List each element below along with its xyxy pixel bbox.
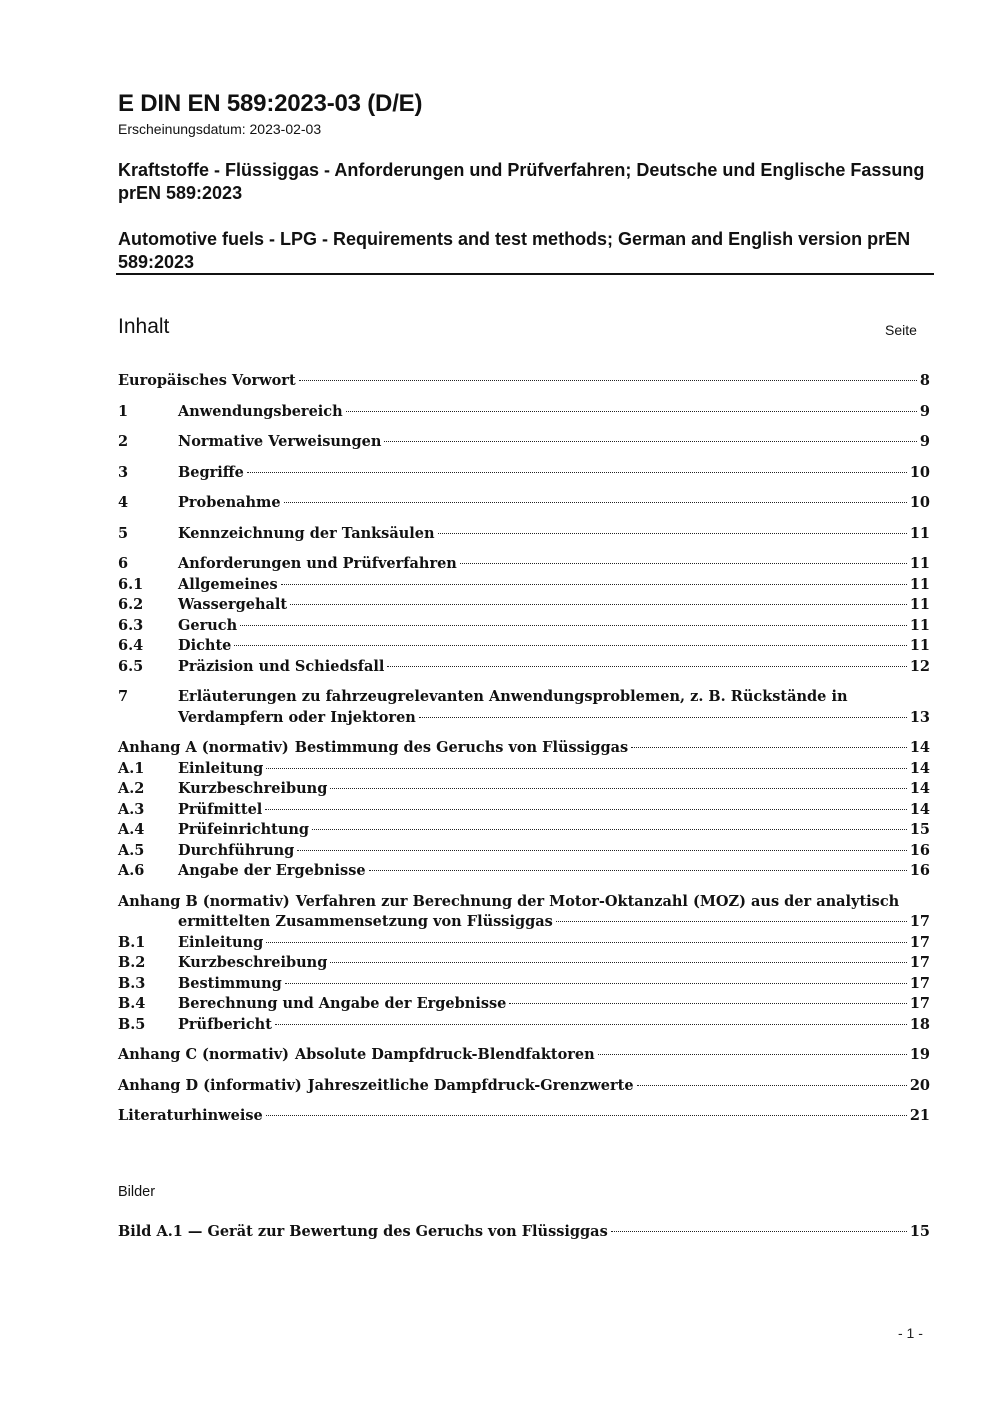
toc-annex-entry[interactable] [118,892,930,913]
toc-entry-page: 16 [909,862,930,879]
toc-leader-dots [265,809,907,810]
toc-entry-title: Einleitung [178,933,264,951]
toc-entry-page: 10 [909,463,930,481]
toc-annex-label: Anhang C (normativ) [118,1046,289,1063]
toc-entry-title: Absolute Dampfdruck-Blendfaktoren [295,1046,595,1063]
toc-entry-number: 7 [118,688,129,705]
toc-entry-page: 14 [909,780,930,797]
toc-leader-dots [275,1024,907,1025]
toc-entry-number: 6.5 [118,657,144,675]
toc-entry-title: Allgemeines [178,575,278,593]
toc-entry[interactable] [118,933,930,954]
toc-entry-title: Einleitung [178,759,264,777]
toc-entry[interactable] [118,595,930,616]
toc-entry-page: 11 [909,596,930,613]
toc-entry-page: 20 [909,1076,930,1094]
toc-entry[interactable] [118,820,930,841]
toc-entry-page: 19 [909,1046,930,1063]
toc-entry-page: 17 [909,995,930,1012]
toc-entry[interactable] [118,779,930,800]
toc-entry-title: Prüfmittel [178,800,263,818]
toc-leader-dots [438,533,907,534]
toc-entry-number: A.3 [118,800,145,818]
toc-entry-title: Geruch [178,616,238,634]
toc-leader-dots [281,584,907,585]
toc-entry-number: 6.4 [118,637,144,654]
toc-entry[interactable] [118,402,930,423]
header-divider [116,273,934,275]
toc-annex-entry[interactable] [118,1076,930,1097]
toc-leader-dots [299,380,917,381]
toc-leader-dots [312,829,907,830]
toc-entry-number: B.3 [118,974,146,992]
toc-entry-number: 6 [118,555,129,572]
toc-leader-dots [266,1115,907,1116]
toc-entry[interactable] [118,1106,930,1127]
toc-leader-dots [234,645,906,646]
toc-entry-number: 1 [118,402,129,420]
toc-entry[interactable] [118,657,930,678]
toc-entry-number: A.5 [118,841,145,859]
title-english: Automotive fuels - LPG - Requirements and test methods; German and English version prEN 589:2023 [118,229,911,272]
toc-leader-dots [631,747,907,748]
figure-entry-title: Bild A.1 — Gerät zur Bewertung des Geruchs von Flüssiggas [118,1223,608,1240]
table-of-contents [118,371,930,1127]
toc-entry[interactable] [118,493,930,514]
toc-leader-dots [297,850,907,851]
document-id: E DIN EN 589:2023-03 (D/E) [118,90,423,117]
toc-entry-number: A.1 [118,759,145,777]
toc-leader-dots [460,563,907,564]
toc-entry-number: A.4 [118,821,145,838]
toc-entry-number: B.1 [118,933,146,951]
toc-entry-page: 11 [909,616,930,634]
toc-entry[interactable] [118,463,930,484]
toc-leader-dots [509,1003,906,1004]
toc-entry-page: 17 [909,954,930,971]
toc-entry-continuation[interactable] [118,708,930,729]
toc-entry-number: 5 [118,524,129,542]
toc-entry-title: Bestimmung des Geruchs von Flüssiggas [294,739,629,756]
toc-entry[interactable] [118,841,930,862]
toc-entry-page: 14 [909,739,930,756]
toc-annex-label: Anhang B (normativ) [118,892,290,910]
toc-leader-dots [387,666,906,667]
toc-entry-title: Prüfeinrichtung [178,821,310,838]
toc-leader-dots [384,441,917,442]
toc-leader-dots [290,604,907,605]
toc-entry-page: 11 [909,555,930,572]
figure-entry-page: 15 [909,1223,930,1240]
toc-entry-title: Dichte [178,637,232,654]
toc-entry[interactable] [118,616,930,637]
toc-entry-page: 11 [909,575,930,593]
toc-leader-dots [247,472,907,473]
toc-annex-entry[interactable] [118,1045,930,1066]
toc-entry-page: 12 [909,657,930,675]
toc-entry[interactable] [118,953,930,974]
toc-entry-title: Prüfbericht [178,1015,272,1033]
toc-entry[interactable] [118,994,930,1015]
toc-entry-number: 4 [118,494,129,511]
toc-entry-title: Wassergehalt [178,596,288,613]
toc-entry-page: 10 [909,494,930,511]
toc-entry[interactable] [118,861,930,882]
toc-entry-page: 17 [909,913,930,930]
toc-leader-dots [369,870,907,871]
toc-entry[interactable] [118,636,930,657]
toc-entry-title: Bestimmung [178,974,282,992]
toc-entry-title: Normative Verweisungen [178,433,382,450]
toc-entry-number: 2 [118,433,129,450]
toc-leader-dots [419,717,907,718]
title-german: Kraftstoffe - Flüssiggas - Anforderungen und Prüfverfahren; Deutsche und Englische Fassung prEN 589:2023 [118,160,925,203]
toc-leader-dots [330,788,906,789]
toc-entry-page: 16 [909,841,930,859]
toc-entry-title: Jahreszeitliche Dampfdruck-Grenzwerte [307,1076,634,1094]
toc-annex-entry[interactable] [118,738,930,759]
toc-entry-number: 6.2 [118,596,144,613]
figures-heading: Bilder [118,1184,156,1200]
toc-leader-dots [266,942,907,943]
toc-entry-page: 9 [919,402,930,420]
toc-entry[interactable] [118,974,930,995]
toc-entry-title-line2: Verdampfern oder Injektoren [178,708,416,726]
toc-entry[interactable] [118,1015,930,1036]
toc-entry-number: 6.3 [118,616,144,634]
toc-entry-number: B.2 [118,954,146,971]
toc-entry-page: 15 [909,821,930,838]
toc-entry-page: 18 [909,1015,930,1033]
toc-entry-title: Durchführung [178,841,295,859]
toc-entry-number: A.2 [118,780,145,797]
toc-entry[interactable] [118,524,930,545]
toc-leader-dots [240,625,907,626]
toc-entry-page: 9 [919,433,930,450]
toc-leader-dots [637,1085,907,1086]
toc-entry-title: Anforderungen und Prüfverfahren [178,555,457,572]
toc-entry-page: 14 [909,759,930,777]
toc-entry-title-line1: Verfahren zur Berechnung der Motor-Oktanzahl (MOZ) aus der analytisch [295,892,900,910]
toc-entry-title: Kurzbeschreibung [178,780,328,797]
toc-entry-number: A.6 [118,862,145,879]
toc-leader-dots [266,768,907,769]
toc-leader-dots [611,1231,907,1232]
toc-entry-title: Literaturhinweise [118,1107,263,1124]
publication-date: Erscheinungsdatum: 2023-02-03 [118,121,322,137]
toc-entry[interactable] [118,554,930,575]
toc-entry-page: 17 [909,933,930,951]
toc-entry-title: Angabe der Ergebnisse [178,862,366,879]
toc-entry-number: B.5 [118,1015,146,1033]
toc-entry-title: Europäisches Vorwort [118,372,296,389]
toc-leader-dots [285,983,907,984]
toc-entry-title: Berechnung und Angabe der Ergebnisse [178,995,507,1012]
toc-entry[interactable] [118,759,930,780]
toc-entry-number: 3 [118,463,129,481]
toc-entry-title: Anwendungsbereich [178,402,343,420]
toc-page-column-label: Seite [885,322,917,338]
toc-heading: Inhalt [118,315,170,338]
toc-entry-page: 14 [909,800,930,818]
toc-entry-title: Präzision und Schiedsfall [178,657,385,675]
toc-leader-dots [284,502,907,503]
toc-leader-dots [346,411,917,412]
toc-leader-dots [556,921,907,922]
toc-entry-page: 8 [919,372,930,389]
page-number: - 1 - [898,1325,923,1341]
toc-entry-continuation[interactable] [118,912,930,933]
toc-annex-label: Anhang D (informativ) [118,1076,302,1094]
toc-entry-number: B.4 [118,995,146,1012]
toc-entry-page: 11 [909,524,930,542]
toc-entry-page: 17 [909,974,930,992]
toc-annex-label: Anhang A (normativ) [118,739,289,756]
toc-entry[interactable] [118,371,930,392]
list-of-figures [118,1222,930,1243]
figure-entry[interactable] [118,1222,930,1243]
toc-entry-number: 6.1 [118,575,144,593]
toc-entry[interactable] [118,800,930,821]
toc-entry-title: Kennzeichnung der Tanksäulen [178,524,435,542]
toc-leader-dots [330,962,906,963]
toc-entry-title: Probenahme [178,494,281,511]
toc-entry-title: Kurzbeschreibung [178,954,328,971]
toc-entry-page: 13 [909,708,930,726]
toc-entry-page: 21 [909,1107,930,1124]
toc-leader-dots [598,1054,907,1055]
toc-entry[interactable] [118,575,930,596]
toc-entry-page: 11 [909,637,930,654]
toc-entry-title-line2: ermittelten Zusammensetzung von Flüssiggas [178,913,553,930]
toc-entry[interactable] [118,687,930,708]
toc-entry-title-line1: Erläuterungen zu fahrzeugrelevanten Anwendungsproblemen, z. B. Rückstände in [178,688,848,705]
toc-entry-title: Begriffe [178,463,244,481]
toc-entry[interactable] [118,432,930,453]
